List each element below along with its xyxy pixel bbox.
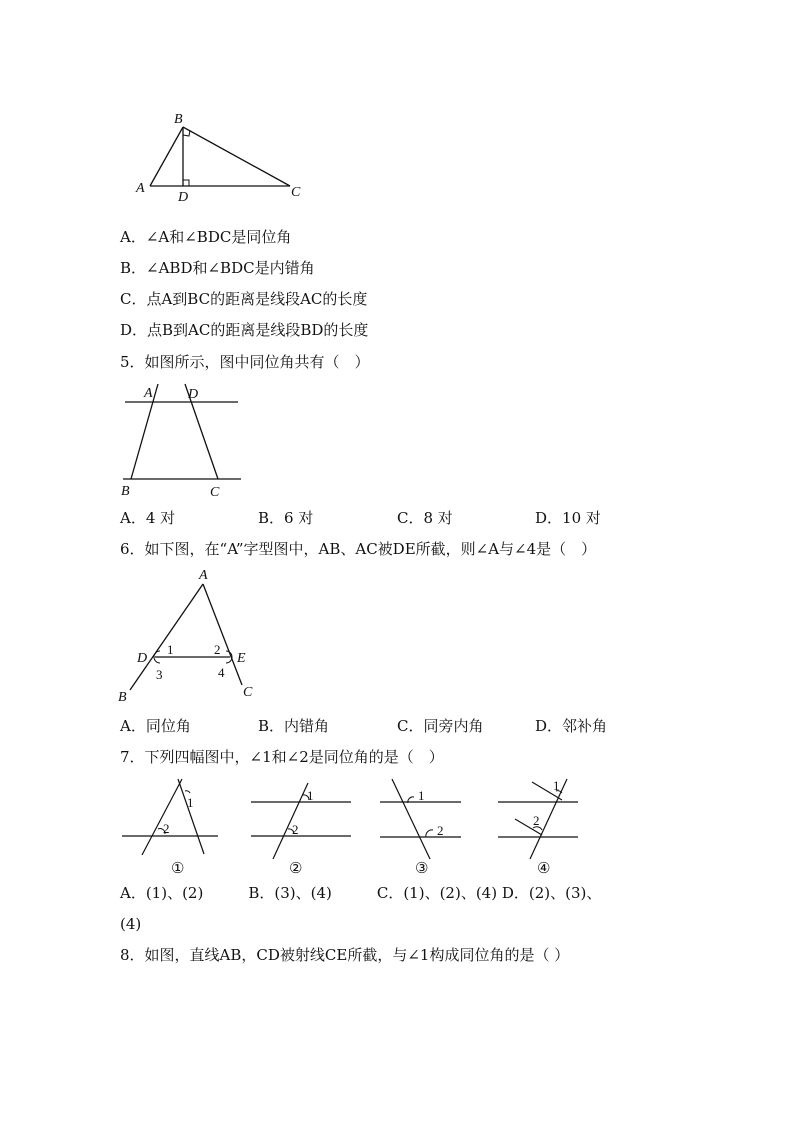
- figure-label-3: ③: [415, 861, 429, 875]
- label-C: C: [210, 485, 220, 500]
- q5-trapezoid-figure: [115, 380, 255, 505]
- q5-option-c: C．8 对: [397, 509, 453, 527]
- angle-3-label: 3: [156, 667, 163, 682]
- label-C: C: [291, 185, 301, 200]
- q7-figure-3: [370, 775, 470, 875]
- q4-option-b: B．∠ABD和∠BDC是内错角: [120, 259, 315, 277]
- label-B: B: [121, 484, 130, 499]
- q5-option-d: D．10 对: [535, 509, 601, 527]
- q6-a-shape-figure: [112, 565, 267, 705]
- angle-1-label: 1: [307, 788, 314, 803]
- figure-label-2: ②: [289, 861, 303, 875]
- angle-2-label: 2: [163, 821, 170, 836]
- figure-label-1: ①: [171, 861, 185, 875]
- angle-1-label: 1: [167, 642, 174, 657]
- angle-2-label: 2: [533, 813, 540, 828]
- q8-stem: 8．如图，直线AB，CD被射线CE所截，与∠1构成同位角的是（ ）: [120, 946, 570, 964]
- label-A: A: [144, 386, 153, 401]
- q6-option-a: A．同位角: [120, 717, 191, 735]
- label-D: D: [188, 387, 199, 402]
- q7-options-line-2: (4): [120, 915, 142, 933]
- q4-option-a: A．∠A和∠BDC是同位角: [120, 228, 292, 246]
- q4-option-c: C．点A到BC的距离是线段AC的长度: [120, 290, 368, 308]
- q7-stem: 7．下列四幅图中，∠1和∠2是同位角的是（ ）: [120, 748, 444, 766]
- q4-option-d: D．点B到AC的距离是线段BD的长度: [120, 321, 369, 339]
- q4-triangle-figure: [130, 105, 310, 205]
- angle-1-label: 1: [187, 795, 194, 810]
- q6-option-b: B．内错角: [258, 717, 330, 735]
- label-D: D: [178, 190, 189, 205]
- q7-options-line-1: A．(1)、(2) B．(3)、(4) C．(1)、(2)、(4) D．(2)、(3)、: [120, 884, 602, 902]
- q6-stem: 6．如下图，在“A”字型图中，AB、AC被DE所截，则∠A与∠4是（ ）: [120, 540, 597, 558]
- q7-figure-4: [490, 775, 590, 875]
- label-E: E: [237, 651, 246, 666]
- label-A: A: [136, 181, 145, 196]
- angle-1-label: 1: [418, 788, 425, 803]
- label-B: B: [118, 690, 127, 705]
- angle-2-label: 2: [292, 822, 299, 837]
- figure-label-4: ④: [537, 861, 551, 875]
- q5-stem: 5．如图所示，图中同位角共有（ ）: [120, 353, 370, 371]
- q6-option-c: C．同旁内角: [397, 717, 484, 735]
- angle-2-label: 2: [214, 642, 221, 657]
- label-D: D: [137, 651, 148, 666]
- q5-option-b: B．6 对: [258, 509, 314, 527]
- angle-2-label: 2: [437, 823, 444, 838]
- label-A: A: [199, 568, 208, 583]
- label-C: C: [243, 685, 253, 700]
- q7-figure-2: [245, 775, 360, 875]
- q7-figure-1: [115, 775, 225, 875]
- label-B: B: [174, 112, 183, 127]
- q6-option-d: D．邻补角: [535, 717, 608, 735]
- q5-option-a: A．4 对: [120, 509, 176, 527]
- angle-4-label: 4: [218, 665, 225, 680]
- angle-1-label: 1: [553, 778, 560, 793]
